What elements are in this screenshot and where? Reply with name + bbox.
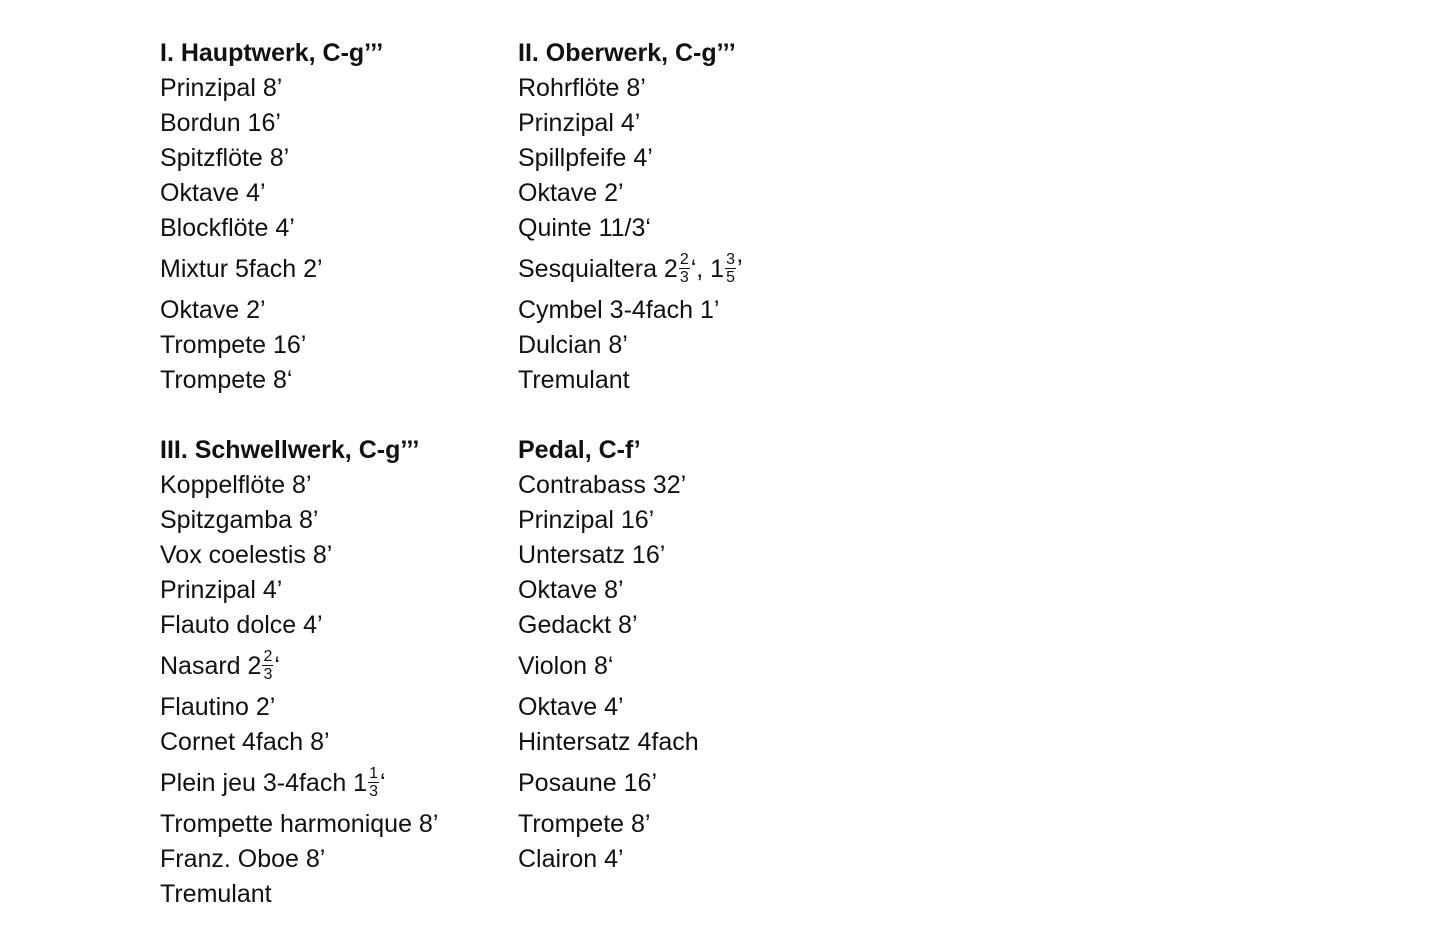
stop-item: Posaune 16’ xyxy=(518,769,658,797)
stop-item-sesquialtera xyxy=(518,246,918,293)
schwellwerk-title: III. Schwellwerk, C-g’’’ xyxy=(160,436,420,464)
manual-row-2 xyxy=(160,433,1260,912)
fraction-denominator: 3 xyxy=(679,268,689,286)
fraction xyxy=(725,251,736,286)
stop-item: Blockflöte 4’ xyxy=(160,214,295,242)
stop-item: Gedackt 8’ xyxy=(518,611,638,639)
stop-item: Vox coelestis 8’ xyxy=(160,541,333,569)
fraction-numerator: 2 xyxy=(263,647,273,665)
pedal-title: Pedal, C-f’ xyxy=(518,436,641,464)
stop-item: Trompete 8‘ xyxy=(160,366,293,394)
stop-item: Bordun 16’ xyxy=(160,109,281,137)
stop-text: ‘, 1 xyxy=(690,255,725,283)
stop-item: Prinzipal 8’ xyxy=(160,74,283,102)
stop-item: Spitzflöte 8’ xyxy=(160,144,290,172)
stop-item-plein-jeu xyxy=(160,760,518,807)
stop-item: Trompette harmonique 8’ xyxy=(160,810,439,838)
stop-item: Contrabass 32’ xyxy=(518,471,687,499)
fraction-numerator: 1 xyxy=(369,764,378,782)
manual-row-1 xyxy=(160,36,1260,398)
fraction-denominator: 3 xyxy=(369,782,378,800)
stop-item: Oktave 2’ xyxy=(518,179,624,207)
stop-item: Quinte 11/3‘ xyxy=(518,214,651,242)
stop-item: Spitzgamba 8’ xyxy=(160,506,319,534)
organ-disposition xyxy=(160,36,1260,912)
stop-item: Oktave 8’ xyxy=(518,576,624,604)
stop-item: Oktave 2’ xyxy=(160,296,266,324)
stop-text: ’ xyxy=(737,255,743,283)
stop-item: Oktave 4’ xyxy=(518,693,624,721)
hauptwerk-section xyxy=(160,36,518,398)
stop-text: ‘ xyxy=(274,652,280,680)
stop-item: Cymbel 3-4fach 1’ xyxy=(518,296,720,324)
stop-text: Nasard 2 xyxy=(160,652,262,680)
fraction xyxy=(368,765,379,800)
stop-text: Sesquialtera 2 xyxy=(518,255,678,283)
stop-item: Clairon 4’ xyxy=(518,845,624,873)
stop-item-nasard xyxy=(160,643,518,690)
stop-item: Trompete 16’ xyxy=(160,331,307,359)
oberwerk-section xyxy=(518,36,918,398)
pedal-section xyxy=(518,433,918,912)
stop-item: Franz. Oboe 8’ xyxy=(160,845,326,873)
stop-item: Dulcian 8’ xyxy=(518,331,628,359)
fraction xyxy=(262,648,273,683)
stop-item: Flautino 2’ xyxy=(160,693,276,721)
oberwerk-title: II. Oberwerk, C-g’’’ xyxy=(518,39,736,67)
stop-item: Prinzipal 16’ xyxy=(518,506,655,534)
fraction-numerator: 3 xyxy=(726,250,735,268)
schwellwerk-section xyxy=(160,433,518,912)
stop-item: Trompete 8’ xyxy=(518,810,651,838)
stop-item: Spillpfeife 4’ xyxy=(518,144,653,172)
stop-item: Tremulant xyxy=(518,366,630,394)
stop-item: Cornet 4fach 8’ xyxy=(160,728,330,756)
stop-item: Hintersatz 4fach xyxy=(518,728,699,756)
fraction-numerator: 2 xyxy=(679,250,689,268)
stop-text: Plein jeu 3-4fach 1 xyxy=(160,769,368,797)
fraction xyxy=(679,251,690,286)
stop-item: Koppelflöte 8’ xyxy=(160,471,312,499)
stop-item: Mixtur 5fach 2’ xyxy=(160,255,323,283)
stop-item: Violon 8‘ xyxy=(518,652,614,680)
stop-item: Prinzipal 4’ xyxy=(160,576,283,604)
stop-item: Oktave 4’ xyxy=(160,179,266,207)
stop-text: ‘ xyxy=(380,769,386,797)
stop-item: Prinzipal 4’ xyxy=(518,109,641,137)
stop-item: Flauto dolce 4’ xyxy=(160,611,323,639)
fraction-denominator: 5 xyxy=(726,268,735,286)
fraction-denominator: 3 xyxy=(263,665,273,683)
stop-item: Rohrflöte 8’ xyxy=(518,74,646,102)
stop-item: Tremulant xyxy=(160,880,272,908)
hauptwerk-title: I. Hauptwerk, C-g’’’ xyxy=(160,39,384,67)
stop-item: Untersatz 16’ xyxy=(518,541,666,569)
